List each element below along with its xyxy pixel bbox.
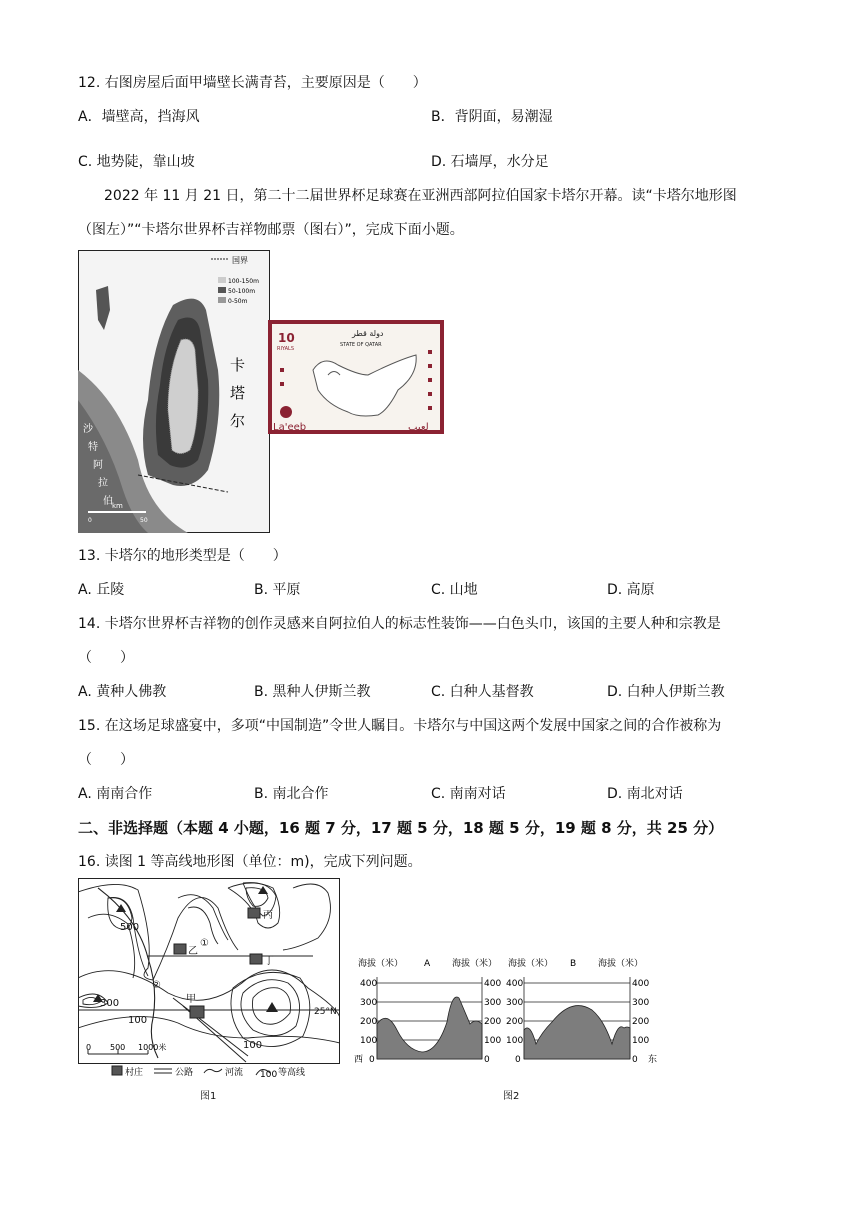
tick-label: 0 [369,1055,375,1065]
scale-0: 0 [86,1043,92,1052]
q12-option-c: C. 地势陡，靠山坡 [78,154,195,170]
scale-0: 0 [88,517,92,524]
river-legend-icon [204,1069,222,1073]
tick-label: 100 [484,1036,502,1046]
scale-50: 50 [140,517,148,524]
q13-option-c: C. 山地 [431,582,478,598]
q13-option-d: D. 高原 [607,582,655,598]
legend-3-label: 0-50m [228,298,248,305]
latitude-label: 25°N [314,1007,337,1017]
qatar-topographic-map [78,250,270,533]
profile-a-label: A [424,959,431,969]
contour-label-300: 300 [100,998,120,1009]
intro-line-2: （图左）”“卡塔尔世界杯吉祥物邮票（图右）”，完成下面小题。 [78,222,464,238]
tick-label: 0 [632,1055,638,1065]
q13-option-b: B. 平原 [254,582,301,598]
stamp-state: STATE OF QATAR [340,342,382,348]
legend-2-label: 50-100m [228,288,256,295]
tick-label: 200 [506,1017,524,1027]
q12-stem: 12. 右图房屋后面甲墙壁长满青苔，主要原因是（ ） [78,75,427,91]
q15-option-d: D. 南北对话 [607,786,683,802]
profile-a-ylabel-left: 海拔（米） [358,959,404,969]
saudi-label-char: 拉 [98,478,108,489]
saudi-label-char: 沙 [83,424,93,435]
tick-label: 400 [484,979,502,989]
tick-label: 400 [360,979,378,989]
scale-1000: 1000米 [138,1043,167,1052]
fig2-caption: 图2 [503,1091,520,1102]
tick-label: 200 [360,1017,378,1027]
profile-a-shape [377,997,482,1059]
qatar-label-char: 塔 [230,384,246,402]
q15-option-b: B. 南北合作 [254,786,329,802]
legend-village: 村庄 [125,1068,144,1078]
village-legend-icon [112,1066,122,1075]
tick-label: 100 [506,1036,524,1046]
profile-b-label: B [570,959,577,969]
contour-label-100: 100 [128,1015,148,1026]
q15-stem: 15. 在这场足球盛宴中，多项“中国制造”令世人瞩目。卡塔尔与中国这两个发展中国家之间的合作被称为 [78,718,722,734]
saudi-label-char: 特 [88,442,98,453]
profile-b-ylabel-right: 海拔（米） [598,959,644,969]
tick-label: 100 [632,1036,650,1046]
q15-paren: （ ） [78,752,134,768]
village-label-yi: 乙 [188,946,198,957]
marker-1: ① [200,938,209,949]
q14-option-a: A. 黄种人佛教 [78,684,167,700]
village-bing [248,908,260,918]
fig1-contour-map [78,878,340,1064]
qatar-label-char: 尔 [230,412,246,430]
scale-500: 500 [110,1043,126,1052]
q14-option-b: B. 黑种人伊斯兰教 [254,684,371,700]
village-label-jia: 甲 [186,994,196,1005]
profile-a-ylabel-right: 海拔（米） [452,959,498,969]
stamp-value: 10 [278,331,295,345]
tick-label: 300 [506,998,524,1008]
intro-line-1: 2022 年 11 月 21 日，第二十二届世界杯足球赛在亚洲西部阿拉伯国家卡塔尔开幕。读“卡塔尔地形图 [104,188,737,204]
tick-label: 300 [632,998,650,1008]
q12-option-d: D. 石墙厚，水分足 [431,154,549,170]
stamp-currency: RIYALS [277,346,294,352]
village-label-bing: 丙 [263,910,273,921]
east-label: 东 [648,1055,658,1065]
qatar-label-char: 卡 [230,356,246,374]
legend-river: 河流 [225,1068,244,1078]
legend-road: 公路 [175,1068,194,1078]
marker-2: ② [152,980,161,991]
contour-label-500: 500 [120,922,140,933]
q13-option-a: A. 丘陵 [78,582,125,598]
q16-stem: 16. 读图 1 等高线地形图（单位：m)，完成下列问题。 [78,854,422,870]
village-yi [174,944,186,954]
q12-option-b: B．背阴面，易潮湿 [431,109,553,125]
tick-label: 200 [484,1017,502,1027]
legend-contour: 等高线 [278,1068,306,1078]
stamp-arabic-title: دولة قطر [352,329,384,338]
mascot-stamp [268,320,444,434]
village-label-ding: 丁 [264,956,274,967]
stamp-name-arabic: لعيب [408,422,429,433]
saudi-label-char: 阿 [93,460,103,471]
q14-stem: 14. 卡塔尔世界杯吉祥物的创作灵感来自阿拉伯人的标志性装饰——白色头巾，该国的主要人种和宗教是 [78,616,721,632]
tick-label: 200 [632,1017,650,1027]
profile-b-shape [524,1006,630,1059]
tick-label: 0 [484,1055,490,1065]
village-ding [250,954,262,964]
fig1-caption: 图1 [200,1091,217,1102]
west-label: 西 [354,1055,364,1065]
q14-paren: （ ） [78,650,134,666]
tick-label: 400 [632,979,650,989]
q14-option-d: D. 白种人伊斯兰教 [607,684,725,700]
tick-label: 100 [360,1036,378,1046]
section-2-heading: 二、非选择题（本题 4 小题，16 题 7 分，17 题 5 分，18 题 5 分，19 题 8 分，共 25 分） [78,819,724,837]
q15-option-a: A. 南南合作 [78,786,153,802]
q12-option-a: A．墙壁高，挡海风 [78,109,200,125]
saudi-label-char: 伯 [103,496,113,507]
q13-stem: 13. 卡塔尔的地形类型是（ ） [78,548,287,564]
q14-option-c: C. 白种人基督教 [431,684,534,700]
fig2-profiles [352,952,662,1070]
stamp-emblem [280,406,292,418]
village-jia [190,1006,204,1018]
tick-label: 300 [360,998,378,1008]
legend-contour-value: 100 [260,1070,278,1079]
fig1-legend [110,1063,350,1079]
profile-b-ylabel-left: 海拔（米） [508,959,554,969]
tick-label: 400 [506,979,524,989]
stamp-name-latin: La'eeb [273,422,307,433]
tick-label: 0 [515,1055,521,1065]
legend-1-label: 100-150m [228,278,259,285]
legend-border-label: 国界 [232,256,248,265]
contour-label-100: 100 [243,1040,263,1051]
tick-label: 300 [484,998,502,1008]
scale-unit: km [112,502,123,510]
q15-option-c: C. 南南对话 [431,786,506,802]
